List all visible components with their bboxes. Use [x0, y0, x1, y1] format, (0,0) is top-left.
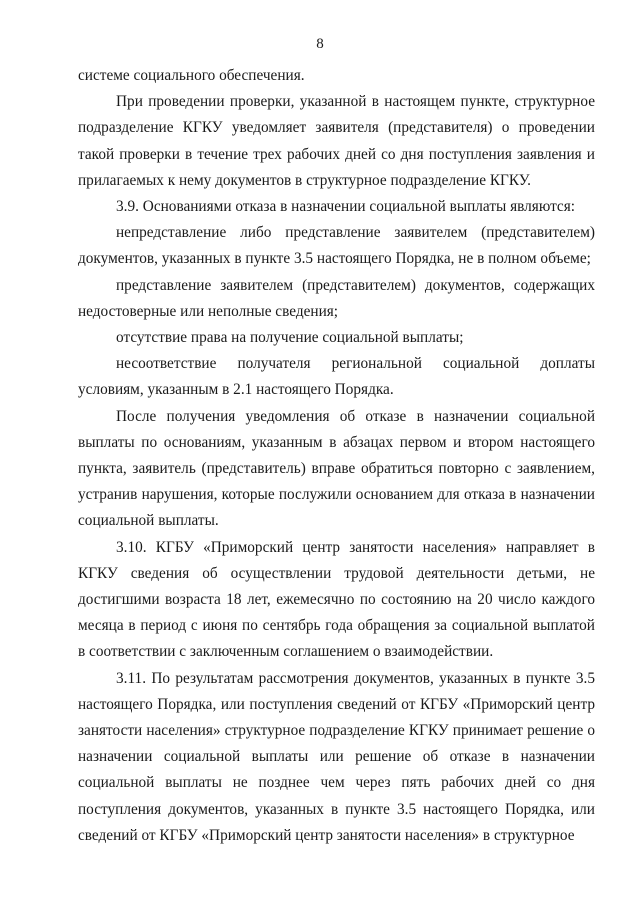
paragraph-verification-notice: При проведении проверки, указанной в настоящем пункте, структурное подразделение КГКУ уведомляет заявителя (представителя) о проведении такой проверки в течение трех рабочих дней со дня поступления заявления и прилагаемых к нему документов в структурное подразделение КГКУ.: [78, 93, 595, 189]
paragraph-3-10: 3.10. КГБУ «Приморский центр занятости населения» направляет в КГКУ сведения об осуществлении трудовой деятельности детьми, не достигшими возраста 18 лет, ежемесячно по состоянию на 20 число каждого месяца в период с июня по сентябрь года обращения за социальной выплатой в соответствии с заключенным соглашением о взаимодействии.: [78, 538, 595, 661]
paragraph-continuation: системе социального обеспечения.: [78, 67, 305, 84]
paragraph-refusal-ground-3: отсутствие права на получение социальной выплаты;: [116, 329, 464, 347]
paragraph-reapply: После получения уведомления об отказе в назначении социальной выплаты по основаниям, указанным в абзацах первом и втором настоящего пункта, заявитель (представитель) вправе обратиться повторно с заявлением, устранив нарушения, которые послужили основанием для отказа в назначении социальной выплаты.: [78, 407, 595, 530]
paragraph-refusal-ground-1: непредставление либо представление заявителем (представителем) документов, указанных в пункте 3.5 настоящего Порядка, не в полном объеме;: [78, 224, 595, 268]
page-number: 8: [316, 36, 324, 52]
paragraph-3-11: 3.11. По результатам рассмотрения документов, указанных в пункте 3.5 настоящего Порядка, или поступления сведений от КГБУ «Приморский центр занятости населения» структурное подразделение КГКУ принимает решение о назначении социальной выплаты или решение об отказе в назначении социальной выплаты не позднее чем через пять рабочих дней со дня поступления документов, указанных в пункте 3.5 настоящего Порядка, или сведений от КГБУ «Приморский центр занятости населения» в структурное: [78, 669, 595, 844]
paragraph-3-9-heading: 3.9. Основаниями отказа в назначении социальной выплаты являются:: [116, 198, 576, 216]
document-body: [78, 63, 595, 849]
paragraph-refusal-ground-4: несоответствие получателя региональной социальной доплаты условиям, указанным в 2.1 настоящего Порядка.: [78, 355, 595, 399]
paragraph-refusal-ground-2: представление заявителем (представителем) документов, содержащих недостоверные или неполные сведения;: [78, 276, 595, 320]
